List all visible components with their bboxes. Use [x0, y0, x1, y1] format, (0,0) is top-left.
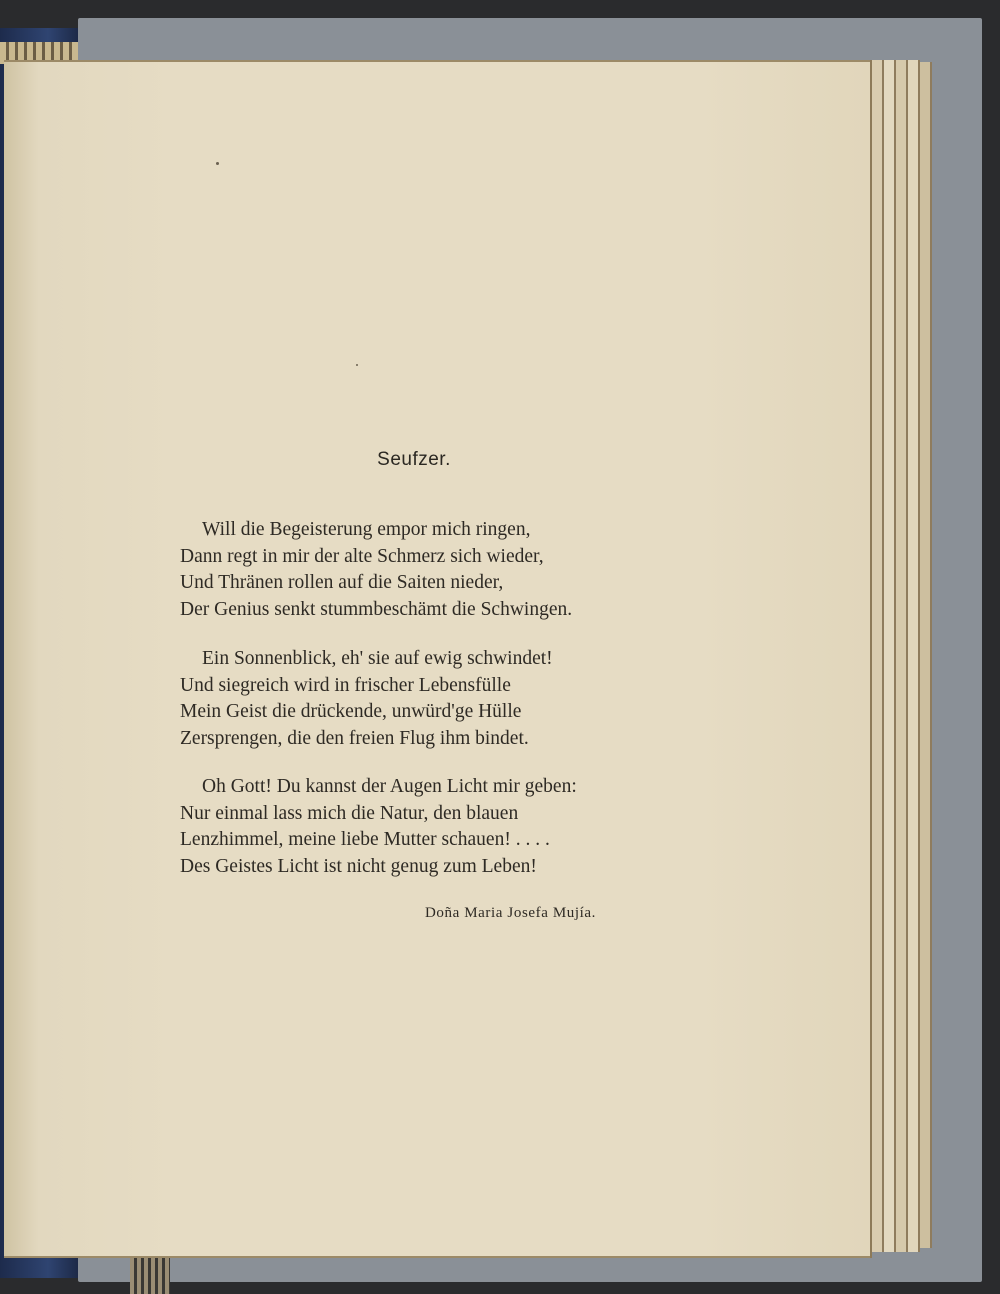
poem-line: Des Geistes Licht ist nicht genug zum Leben! — [180, 855, 537, 877]
paper-speck — [216, 162, 219, 165]
poem-title: Seufzer. — [377, 449, 451, 470]
poem-line: Und siegreich wird in frischer Lebensfülle — [180, 674, 511, 696]
poem-line: Mein Geist die drückende, unwürd'ge Hülle — [180, 701, 522, 722]
paper-speck — [356, 364, 358, 366]
stanza-3 — [180, 774, 700, 880]
poem-line: Lenzhimmel, meine liebe Mutter schauen! . . . . — [180, 829, 550, 850]
poem-line: Dann regt in mir der alte Schmerz sich wieder, — [180, 545, 544, 567]
poem-line: Zersprengen, die den freien Flug ihm bindet. — [180, 727, 529, 749]
stanza-1 — [180, 517, 700, 623]
poem-line: Will die Begeisterung empor mich ringen, — [202, 519, 531, 540]
stanza-2 — [180, 646, 700, 752]
poem-author: Doña Maria Josefa Mujía. — [425, 905, 597, 921]
poem-line: Der Genius senkt stummbeschämt die Schwingen. — [180, 598, 573, 620]
poem-line: Und Thränen rollen auf die Saiten nieder, — [180, 572, 504, 593]
book-page — [4, 60, 870, 1258]
poem-line: Ein Sonnenblick, eh' sie auf ewig schwindet! — [202, 648, 553, 669]
spine-ribbon-bottom — [130, 1258, 170, 1294]
poem-line: Oh Gott! Du kannst der Augen Licht mir geben: — [202, 776, 577, 797]
poem-line: Nur einmal lass mich die Natur, den blauen — [180, 802, 519, 824]
